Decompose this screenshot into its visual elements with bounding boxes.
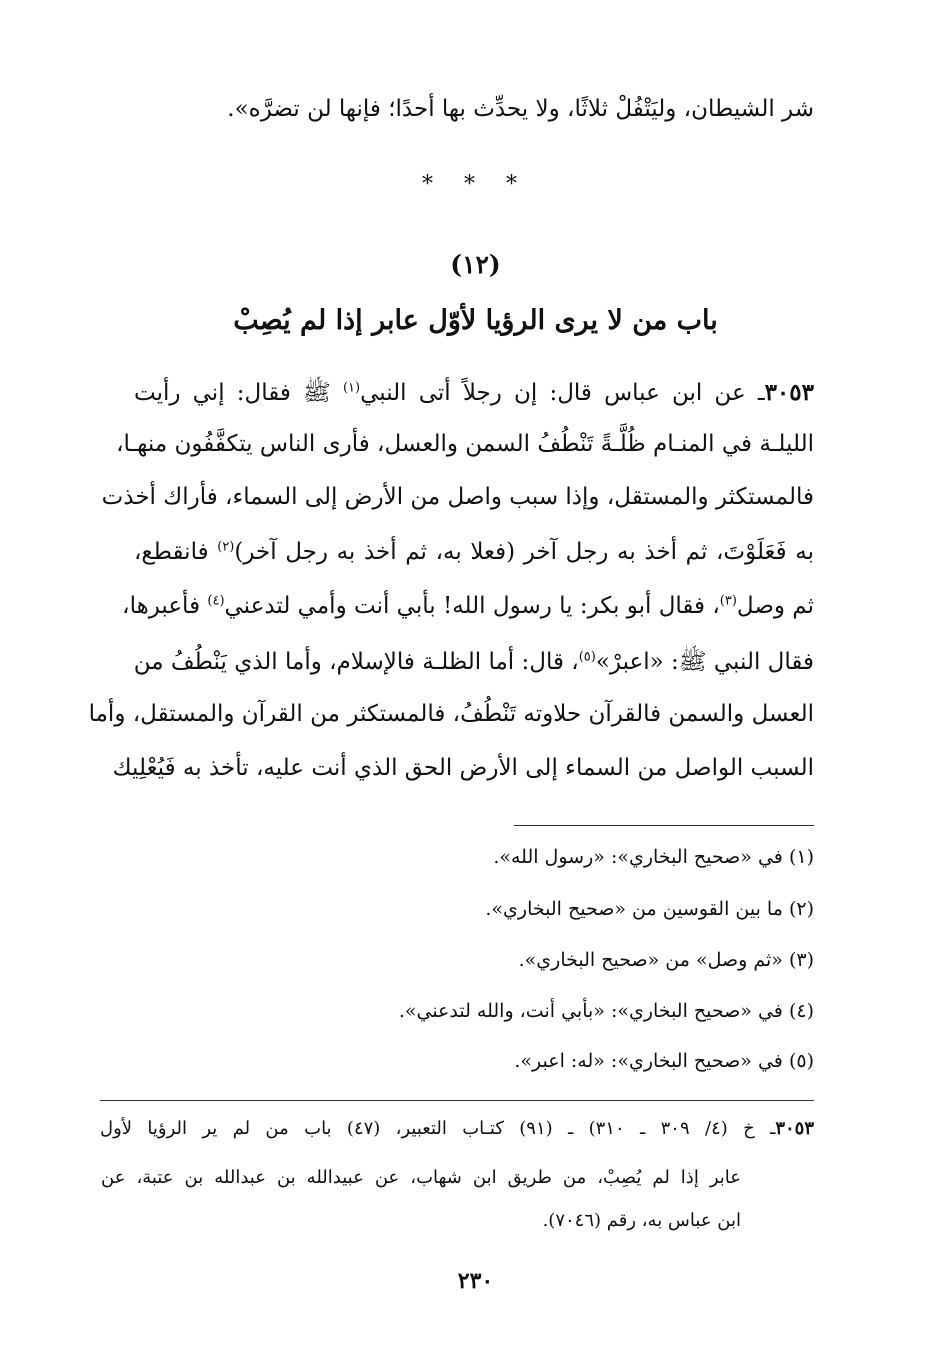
source-line-1: ٣٠٥٣ـ خ (٤/ ٣٠٩ ـ ٣١٠) ـ (٩١) كتـاب التعبير، (٤٧) باب من لم ير الرؤيا لأول <box>100 1118 815 1139</box>
source-line-2: عابر إذا لم يُصِبْ، من طريق ابن شهاب، عن عبيدالله بن عبدالله بن عتبة، عن <box>101 1167 741 1188</box>
hadith-line-7: العسل والسمن فالقرآن حلاوته تَنْطُفُ، فالمستكثر من القرآن والمستقل، وأما <box>88 701 814 727</box>
source-number: ٣٠٥٣ <box>775 1118 815 1139</box>
intro-line: شر الشيطان، وليَتْفُلْ ثلاثًا، ولا يحدِّث بها أحدًا؛ فإنها لن تضرَّه». <box>227 96 814 122</box>
footnote-ref-1: (١) <box>342 380 361 396</box>
footnote-ref-3: (٣) <box>719 593 737 609</box>
footnote-ref-5: (٥) <box>578 649 596 665</box>
chapter-number: (١٢) <box>450 250 501 279</box>
footnote-item: (٥) في «صحيح البخاري»: «له: اعبر». <box>514 1050 814 1072</box>
footnote-item: (٢) ما بين القوسين من «صحيح البخاري». <box>485 898 814 920</box>
footnote-ref-2: (٢) <box>217 539 235 555</box>
source-divider <box>100 1100 814 1101</box>
source-line-3: ابن عباس به، رقم (٧٠٤٦). <box>542 1210 741 1231</box>
footnote-ref-4: (٤) <box>207 593 225 609</box>
hadith-line-4: به فَعَلَوْتَ، ثم أخذ به رجل آخر (فعلا به، ثم أخذ به رجل آخر)$^{(٢)}$ فانقطع، <box>134 539 814 565</box>
hadith-line-6: فقال النبي ﷺ: «اعبرْ»$^{(٥)}$، قال: أما الظلـة فالإسلام، وأما الذي يَنْطُفُ من <box>133 649 814 675</box>
page-number: ٢٣٠ <box>457 1268 494 1294</box>
hadith-line-8: السبب الواصل من السماء إلى الأرض الحق الذي أنت عليه، تأخذ به فَيُعْلِيك <box>112 755 814 781</box>
hadith-line-5: ثم وصل$^{(٣)}$، فقال أبو بكر: يا رسول الله! بأبي أنت وأمي لتدعني$^{(٤)}$ فأعبرها، <box>122 593 814 619</box>
hadith-line-3: فالمستكثر والمستقل، وإذا سبب واصل من الأرض إلى السماء، فأراك أخذت <box>101 484 814 510</box>
footnote-item: (٣) «ثم وصل» من «صحيح البخاري». <box>518 949 814 971</box>
hadith-number: ٣٠٥٣ <box>764 379 814 406</box>
hadith-line-2: الليلـة في المنـام ظُلَّـةً تَنْطُفُ السمن والعسل، فأرى الناس يتكفَّفُون منهـا، <box>116 431 814 457</box>
footnote-item: (٤) في «صحيح البخاري»: «بأبي أنت، والله لتدعني». <box>398 1000 814 1022</box>
section-separator: * * * <box>422 172 529 197</box>
footnote-divider <box>514 825 814 826</box>
chapter-title: باب من لا يرى الرؤيا لأوّل عابر إذا لم يُصِبْ <box>233 305 718 336</box>
hadith-line-1: ٣٠٥٣ـ عن ابن عباس قال: إن رجلاً أتى النبي$^{(١)}$ ﷺ فقال: إني رأيت <box>134 379 814 406</box>
footnote-item: (١) في «صحيح البخاري»: «رسول الله». <box>493 846 814 868</box>
